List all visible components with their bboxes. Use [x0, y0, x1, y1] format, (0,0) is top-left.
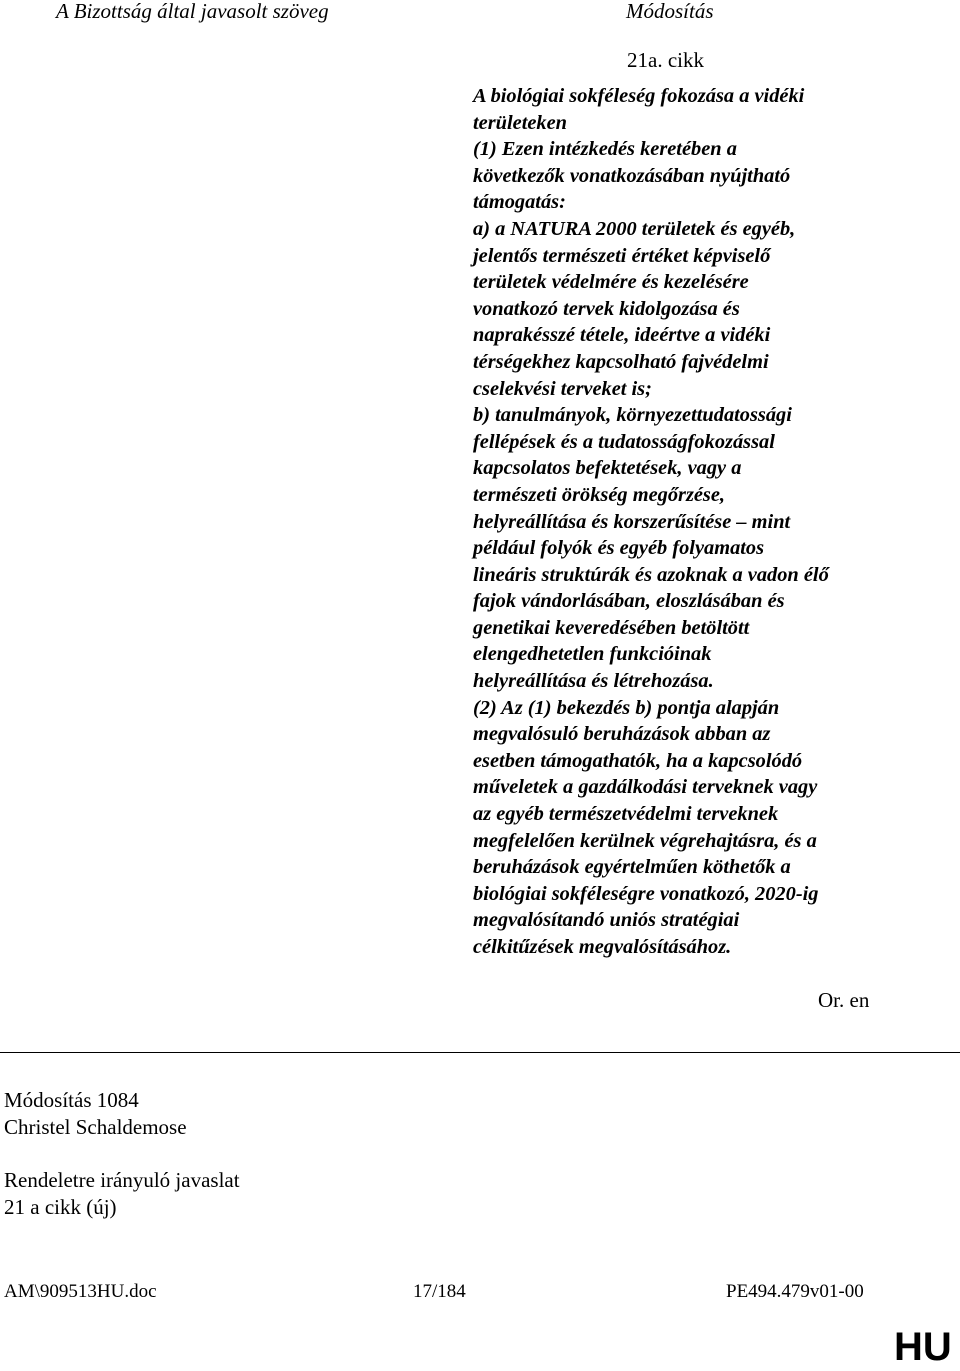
amendment-heading	[4, 1087, 187, 1140]
amended-text-line: területek védelmére és kezelésére	[473, 271, 749, 294]
amendment-author: Christel Schaldemose	[4, 1114, 187, 1139]
amendment-divider	[0, 1052, 960, 1053]
amended-text-line: természeti örökség megőrzése,	[473, 483, 726, 506]
amended-text-line: kapcsolatos befektetések, vagy a	[473, 457, 742, 480]
amendment-number: Módosítás 1084	[4, 1088, 139, 1112]
amended-text-line: térségekhez kapcsolható fajvédelmi	[473, 350, 769, 373]
amended-text-line: beruházások egyértelműen köthetők a	[473, 856, 791, 879]
header-right-column-title: Módosítás	[626, 0, 714, 23]
amended-text	[473, 83, 913, 961]
amended-text-line: biológiai sokféleségre vonatkozó, 2020-ig	[473, 882, 819, 905]
amended-text-line: cselekvési terveket is;	[473, 377, 652, 400]
amended-text-line: vonatkozó tervek kidolgozása és	[473, 297, 740, 320]
amended-text-line: megvalósuló beruházások abban az	[473, 723, 771, 746]
amended-text-line: A biológiai sokféleség fokozása a vidéki	[473, 85, 805, 107]
amended-text-line: elengedhetetlen funkcióinak	[473, 643, 712, 666]
amended-text-line: fajok vándorlásában, eloszlásában és	[473, 590, 785, 613]
amendment-document: Rendeletre irányuló javaslat	[4, 1168, 240, 1192]
amendment-target	[4, 1167, 240, 1220]
amended-text-line: jelentős természeti értéket képviselő	[473, 244, 771, 267]
amended-text-line: következők vonatkozásában nyújtható	[473, 164, 791, 187]
amended-text-line: esetben támogathatók, ha a kapcsolódó	[473, 749, 803, 772]
language-code: HU	[894, 1325, 952, 1369]
footer-page-number: 17/184	[413, 1281, 466, 1302]
amended-text-line: támogatás:	[473, 191, 566, 214]
amended-text-line: fellépések és a tudatosságfokozással	[473, 430, 775, 453]
amended-text-line: például folyók és egyéb folyamatos	[473, 537, 765, 560]
amended-text-line: területeken	[473, 111, 568, 134]
amended-text-line: helyreállítása és létrehozása.	[473, 670, 714, 693]
amended-text-line: genetikai keveredésében betöltött	[473, 616, 750, 639]
amended-text-line: az egyéb természetvédelmi terveknek	[473, 803, 779, 826]
header-left-column-title: A Bizottság által javasolt szöveg	[56, 0, 329, 23]
amended-text-line: (2) Az (1) bekezdés b) pontja alapján	[473, 696, 780, 719]
original-language: Or. en	[818, 988, 870, 1012]
amended-text-line: műveletek a gazdálkodási terveknek vagy	[473, 776, 818, 799]
footer-doc-ref: AM\909513HU.doc	[4, 1281, 157, 1302]
amended-text-line: b) tanulmányok, környezettudatossági	[473, 404, 792, 427]
footer-pe-ref: PE494.479v01-00	[726, 1281, 864, 1302]
amended-text-line: megvalósítandó uniós stratégiai	[473, 909, 740, 932]
amendment-article: 21 a cikk (új)	[4, 1194, 117, 1219]
article-number: 21a. cikk	[627, 48, 704, 72]
amended-text-line: helyreállítása és korszerűsítése – mint	[473, 510, 791, 533]
amended-text-line: célkitűzések megvalósításához.	[473, 936, 732, 958]
amended-text-line: lineáris struktúrák és azoknak a vadon élő	[473, 563, 829, 586]
amended-text-line: a) a NATURA 2000 területek és egyéb,	[473, 217, 796, 240]
amended-text-line: naprakésszé tétele, ideértve a vidéki	[473, 324, 771, 347]
amended-text-line: megfelelően kerülnek végrehajtásra, és a	[473, 829, 817, 852]
amended-text-line: (1) Ezen intézkedés keretében a	[473, 138, 737, 161]
